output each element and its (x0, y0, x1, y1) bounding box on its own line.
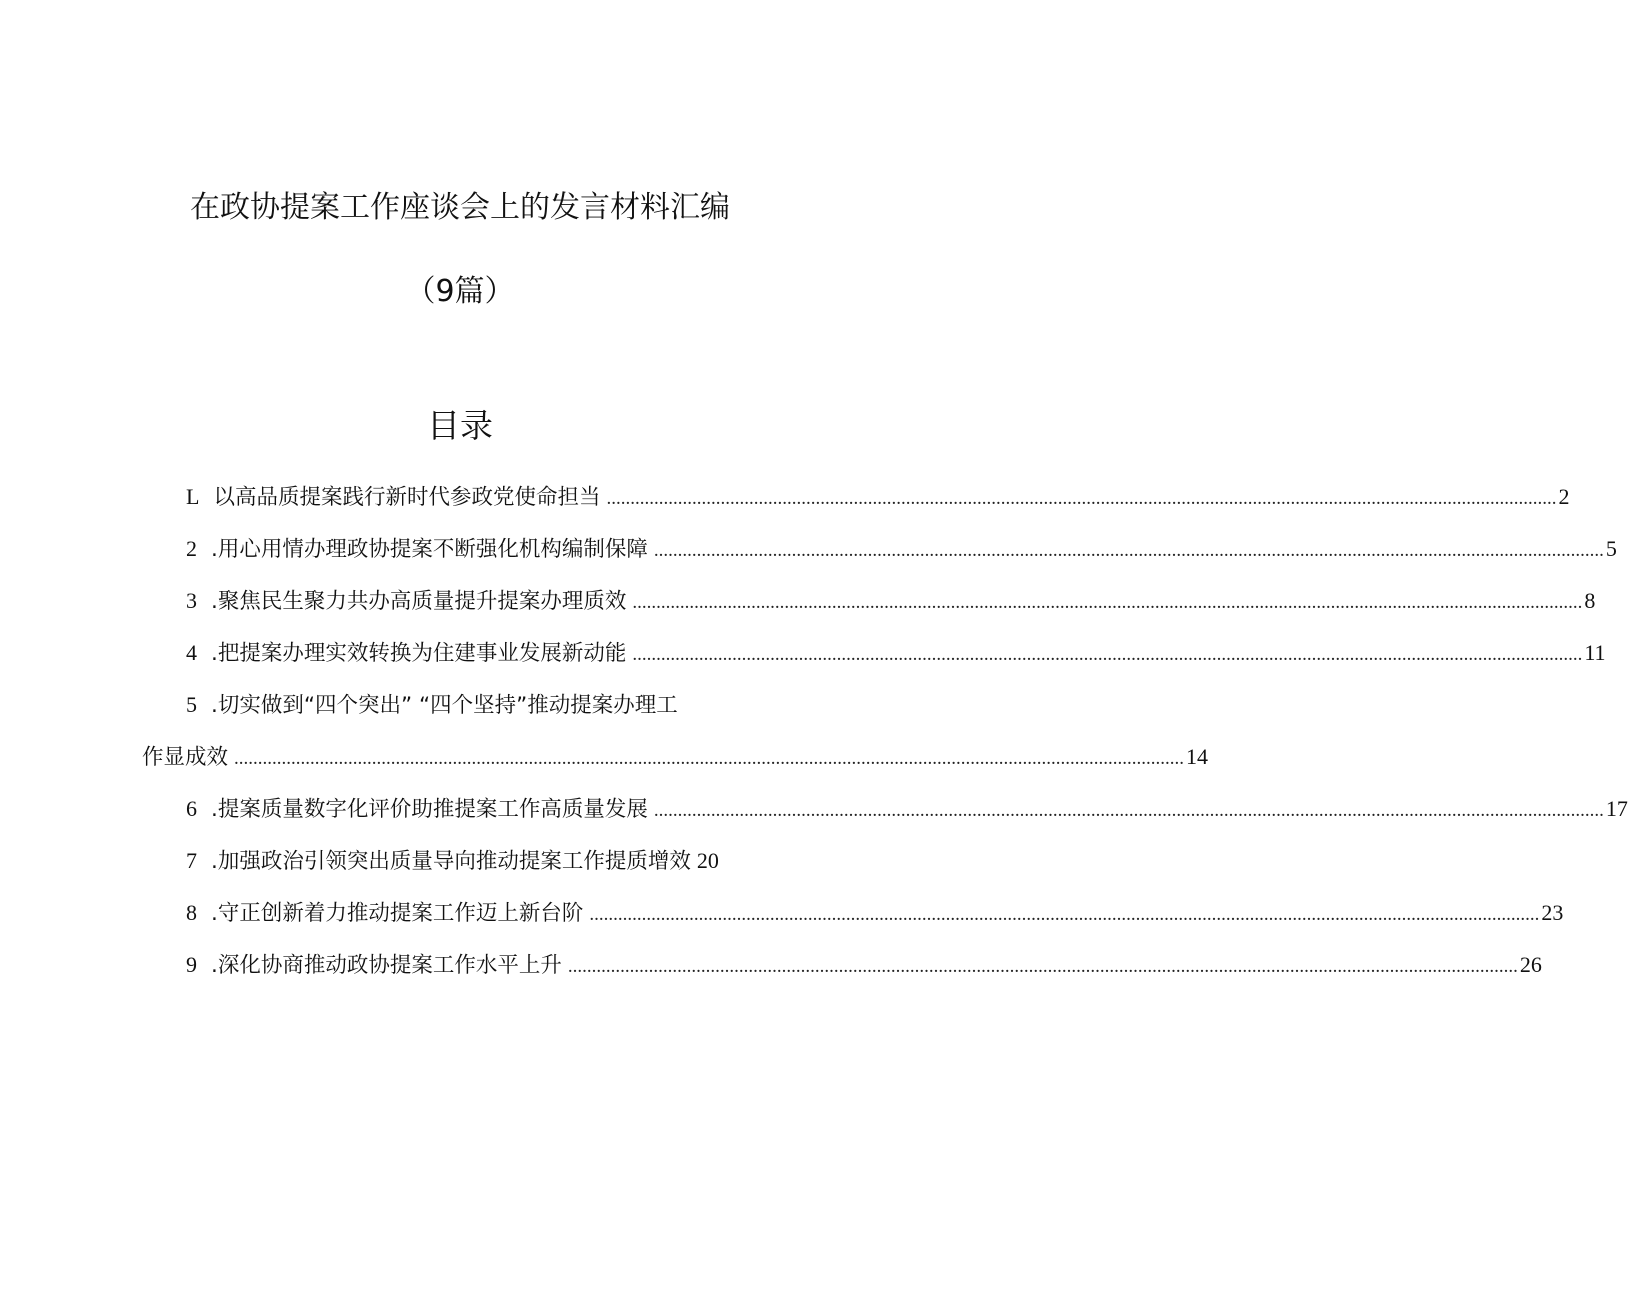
toc-entry-number: 8 (186, 900, 197, 925)
toc-dot-leader: ........................................................................................................................................................................................................ (589, 904, 1540, 925)
toc-entry[interactable] (186, 532, 1617, 568)
toc-entry-number: 7 (186, 848, 197, 873)
toc-dot-leader: ........................................................................................................................................................................................................ (632, 644, 1583, 665)
toc-dot-leader: ........................................................................................................................................................................................................ (653, 540, 1604, 561)
toc-entry-page: 17 (1605, 796, 1628, 821)
toc-dot-leader: ........................................................................................................................................................................................................ (606, 488, 1557, 509)
toc-entry[interactable] (186, 636, 1606, 672)
toc-dot-leader: ........................................................................................................................................................................................................ (632, 592, 1583, 613)
toc-entry-title: .加强政治引领突出质量导向推动提案工作提质增效 (211, 849, 691, 874)
toc-entry[interactable] (186, 896, 1564, 932)
toc-entry-title: .深化协商推动政协提案工作水平上升 (211, 953, 562, 978)
document-subtitle: （9篇） (405, 274, 515, 309)
toc-entry-number: 9 (186, 952, 197, 977)
toc-entry-title: 以高品质提案践行新时代参政党使命担当 (213, 485, 601, 510)
toc-entry-page: 14 (1186, 744, 1209, 769)
toc-entry[interactable] (186, 844, 776, 879)
toc-dot-leader: ........................................................................................................................................................................................................ (653, 800, 1604, 821)
toc-entry[interactable] (186, 480, 1570, 516)
toc-entry-page: 8 (1584, 588, 1596, 613)
toc-entry-title: .聚焦民生聚力共办高质量提升提案办理质效 (211, 589, 627, 614)
toc-entry-number: 3 (186, 588, 197, 613)
toc-heading: 目录 (427, 406, 493, 445)
toc-entry-first-line[interactable] (186, 688, 776, 723)
toc-entry-page: 26 (1519, 952, 1542, 977)
toc-dot-leader: ........................................................................................................................................................................................................ (567, 956, 1518, 977)
toc-entry-number: 5 (186, 692, 197, 717)
toc-dot-leader: ........................................................................................................................................................................................................ (234, 748, 1185, 769)
toc-entry-number: 4 (186, 640, 197, 665)
toc-entry-page: 20 (696, 848, 719, 873)
toc-entry[interactable] (186, 584, 1596, 620)
toc-entry-title: .把提案办理实效转换为住建事业发展新动能 (211, 641, 627, 666)
toc-entry-continuation[interactable] (142, 740, 1209, 776)
toc-entry-number: 2 (186, 536, 197, 561)
document-title: 在政协提案工作座谈会上的发言材料汇编 (190, 190, 730, 225)
toc-entry-title-continuation: 作显成效 (142, 745, 229, 770)
toc-entry-title: .守正创新着力推动提案工作迈上新台阶 (211, 901, 584, 926)
toc-entry-title: .提案质量数字化评价助推提案工作高质量发展 (211, 797, 648, 822)
toc-entry-page: 11 (1584, 640, 1606, 665)
toc-entry-page: 5 (1605, 536, 1617, 561)
toc-entry[interactable] (186, 948, 1542, 984)
toc-entry-title: .切实做到“四个突出” “四个坚持”推动提案办理工 (211, 693, 678, 718)
toc-entry-number: 6 (186, 796, 197, 821)
toc-entry-page: 2 (1558, 484, 1570, 509)
toc-entry-title: .用心用情办理政协提案不断强化机构编制保障 (211, 537, 648, 562)
toc-entry[interactable] (186, 792, 1628, 828)
toc-entry-number: L (186, 484, 200, 509)
toc-entry-page: 23 (1541, 900, 1564, 925)
